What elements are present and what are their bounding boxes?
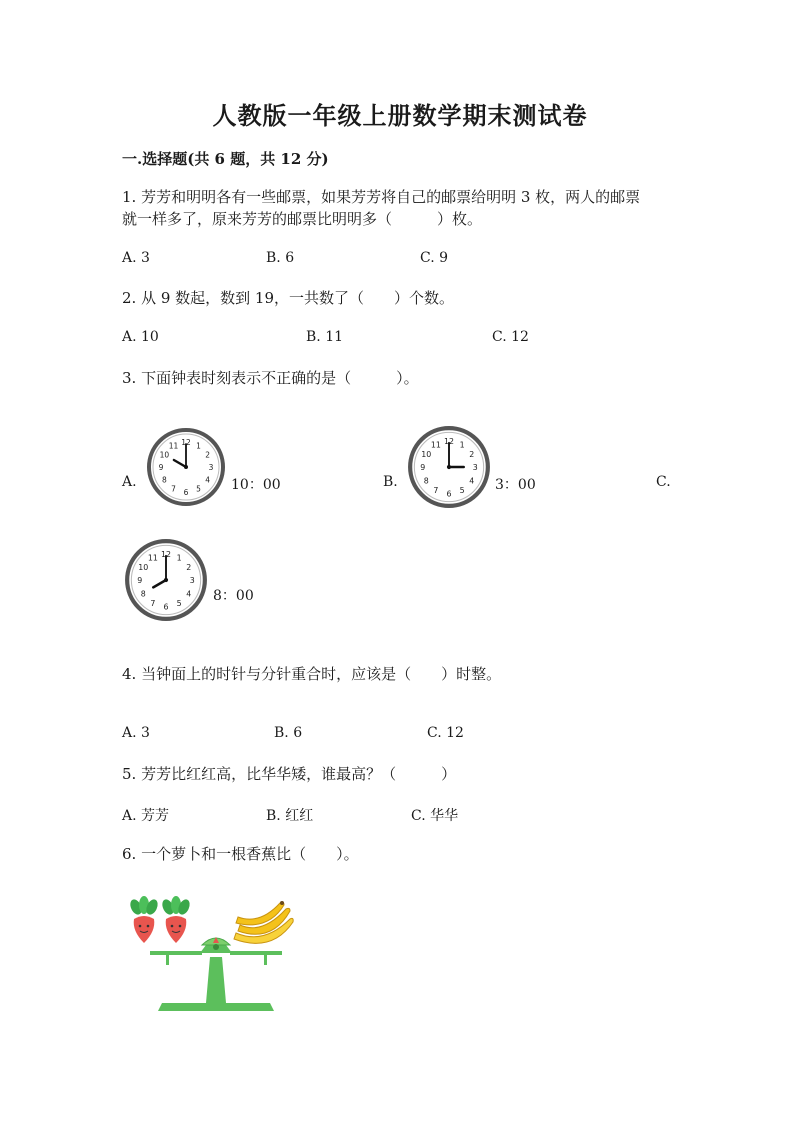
- clock-number: 2: [205, 450, 211, 460]
- question-1-line-1: 1. 芳芳和明明各有一些邮票，如果芳芳将自己的邮票给明明 3 枚，两人的邮票: [122, 188, 641, 206]
- clock-icon-b: [407, 425, 491, 509]
- clock-number: 4: [469, 476, 475, 486]
- clock-number: 7: [150, 598, 156, 608]
- clock-c-time: 8：00: [213, 588, 254, 604]
- clock-number: 12: [443, 436, 455, 446]
- clock-a-time: 10：00: [231, 477, 281, 493]
- clock-number: 10: [421, 450, 432, 460]
- clock-number: 4: [205, 475, 211, 485]
- clock-number: 5: [176, 598, 182, 608]
- question-3-option-c: C.: [656, 474, 671, 490]
- clock-icon-a: [146, 427, 226, 507]
- clock-number: 11: [168, 441, 179, 451]
- clock-number: 8: [423, 476, 429, 486]
- clock-number: 2: [469, 450, 475, 460]
- question-1-option-b: B. 6: [266, 250, 295, 266]
- question-2-option-c: C. 12: [492, 329, 529, 345]
- question-4-option-b: B. 6: [274, 725, 303, 741]
- scale-icon: [150, 937, 282, 1011]
- clock-number: 8: [140, 589, 146, 599]
- banana-icon: [234, 901, 293, 943]
- question-2-option-a: A. 10: [122, 329, 159, 345]
- clock-number: 12: [160, 549, 172, 559]
- clock-number: 10: [138, 563, 149, 573]
- question-5-option-b: B. 红红: [266, 808, 314, 824]
- balance-scale-illustration: [122, 895, 302, 1020]
- question-3-option-b: B.: [383, 474, 398, 490]
- clock-number: 7: [433, 485, 439, 495]
- question-5-text: 5. 芳芳比红红高，比华华矮，谁最高？（ ）: [122, 765, 457, 783]
- clock-number: 3: [472, 463, 478, 473]
- clock-number: 9: [158, 463, 164, 472]
- clock-number: 6: [163, 602, 169, 612]
- clock-number: 5: [459, 485, 465, 495]
- clock-number: 12: [181, 438, 191, 447]
- question-5-option-a: A. 芳芳: [122, 808, 170, 824]
- question-1-option-a: A. 3: [122, 250, 150, 266]
- question-3-option-a: A.: [122, 474, 137, 490]
- page-title: 人教版一年级上册数学期末测试卷: [212, 101, 588, 130]
- question-4-option-a: A. 3: [122, 725, 150, 741]
- clock-number: 4: [186, 589, 192, 599]
- clock-number: 8: [161, 475, 167, 485]
- clock-number: 2: [186, 563, 192, 573]
- question-5-option-c: C. 华华: [411, 808, 459, 824]
- clock-number: 7: [171, 484, 176, 494]
- clock-icon-c: [124, 538, 208, 622]
- clock-number: 9: [420, 463, 426, 473]
- clock-number: 1: [459, 440, 465, 450]
- clock-number: 11: [430, 440, 441, 450]
- question-3-text: 3. 下面钟表时刻表示不正确的是（ ）。: [122, 369, 419, 387]
- clock-number: 6: [446, 489, 452, 499]
- question-4-option-c: C. 12: [427, 725, 464, 741]
- clock-number: 3: [189, 576, 195, 586]
- radish-icon: [128, 896, 160, 943]
- clock-number: 9: [137, 576, 143, 586]
- question-4-text: 4. 当钟面上的时针与分针重合时，应该是（ ）时整。: [122, 665, 502, 683]
- question-6-text: 6. 一个萝卜和一根香蕉比（ ）。: [122, 845, 359, 863]
- question-1-option-c: C. 9: [420, 250, 449, 266]
- clock-number: 1: [196, 441, 201, 451]
- clock-number: 10: [159, 450, 170, 460]
- question-2-text: 2. 从 9 数起，数到 19，一共数了（ ）个数。: [122, 289, 455, 307]
- question-2-option-b: B. 11: [306, 329, 344, 345]
- clock-number: 1: [176, 553, 182, 563]
- question-1-line-2: 就一样多了，原来芳芳的邮票比明明多（ ）枚。: [122, 210, 483, 228]
- clock-number: 6: [183, 488, 189, 497]
- clock-number: 3: [208, 463, 214, 472]
- section-heading: 一.选择题(共 6 题，共 12 分): [122, 150, 329, 168]
- clock-number: 5: [196, 484, 201, 494]
- radish-icon: [160, 896, 192, 943]
- clock-b-time: 3：00: [495, 477, 536, 493]
- clock-number: 11: [147, 553, 158, 563]
